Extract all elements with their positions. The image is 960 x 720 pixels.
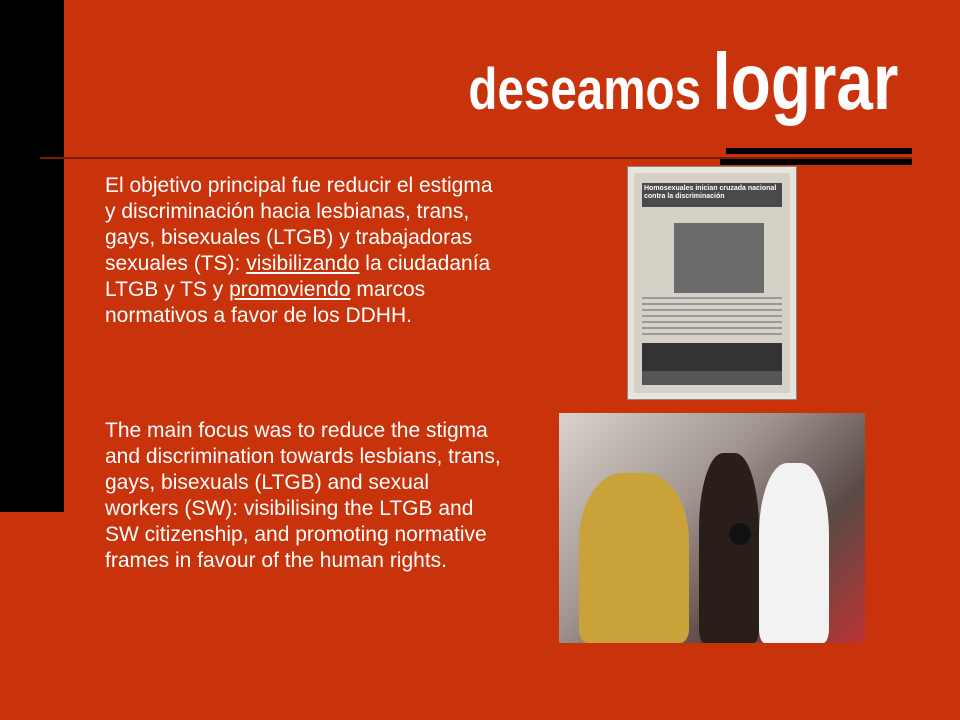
paragraph-es-part1: El objetivo principal fue reducir el estigma y discriminación hacia lesbianas, trans, gays, bisexuales (LTGB) y trabajadoras sexuales (TS): bbox=[105, 174, 493, 275]
newspaper-text-lines bbox=[642, 297, 782, 337]
left-black-bar bbox=[0, 0, 64, 512]
newspaper-footer bbox=[642, 371, 782, 385]
woman-figure bbox=[699, 453, 759, 643]
newspaper-headline: Homosexuales inician cruzada nacional contra la discriminación bbox=[642, 183, 782, 207]
accent-bar-bottom bbox=[720, 159, 912, 165]
man-figure bbox=[759, 463, 829, 643]
newspaper-ad bbox=[642, 343, 782, 373]
reporter-figure bbox=[579, 473, 689, 643]
title-word-deseamos: deseamos bbox=[467, 57, 701, 122]
paragraph-es-part2: la ciudadanía LTGB y TS y bbox=[105, 252, 491, 301]
link-promoviendo: promoviendo bbox=[229, 278, 351, 301]
newspaper-clipping-image bbox=[627, 166, 797, 400]
microphone-icon bbox=[729, 523, 751, 545]
paragraph-es-part3: marcos normativos a favor de los DDHH. bbox=[105, 278, 426, 327]
title-word-lograr: lograr bbox=[712, 37, 898, 126]
newspaper-page bbox=[634, 173, 790, 393]
accent-bar-top bbox=[726, 148, 912, 154]
link-visibilizando: visibilizando bbox=[246, 252, 360, 275]
interview-photo bbox=[559, 413, 865, 643]
paragraph-spanish bbox=[105, 173, 505, 329]
newspaper-photo bbox=[674, 223, 764, 293]
paragraph-english: The main focus was to reduce the stigma and discrimination towards lesbians, trans, gays, bisexuals (LTGB) and sexual workers (SW): visibilising the LTGB and SW citizenship, and promoting normative frames in favour of the human rights. bbox=[105, 419, 501, 572]
slide-title bbox=[467, 37, 898, 126]
